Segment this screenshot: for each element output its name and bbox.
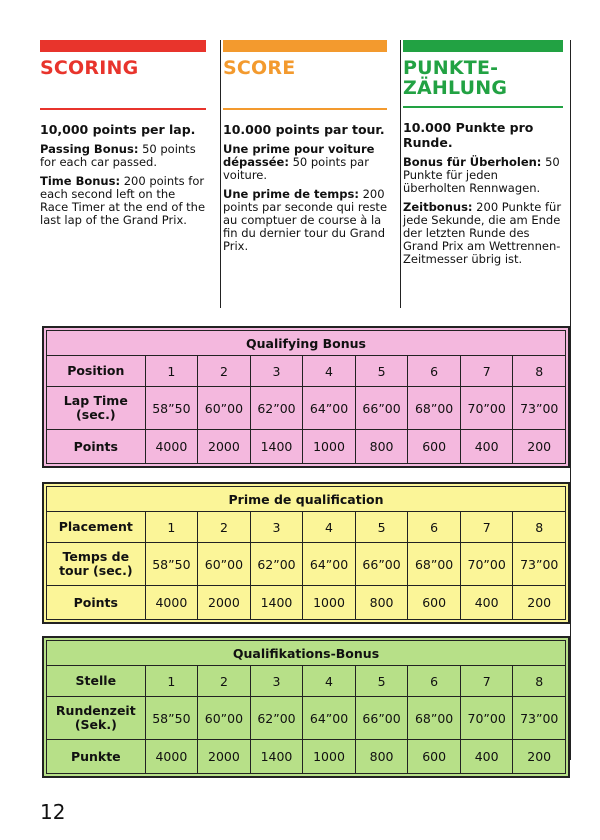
points-cell: 400 [460,586,513,620]
points-cell: 2000 [198,586,251,620]
heading-rule [403,106,563,108]
points-cell: 800 [355,586,408,620]
points-cell: 1400 [250,430,303,464]
position-cell: 2 [198,666,251,697]
lap-time-cell: 60”00 [198,697,251,740]
table-row [47,740,566,774]
position-cell: 6 [408,666,461,697]
position-cell: 2 [198,356,251,387]
points-cell: 800 [355,740,408,774]
table-row [47,430,566,464]
qualifying-bonus-table-german [42,636,570,778]
lap-time-cell: 70”00 [460,387,513,430]
points-cell: 200 [513,740,566,774]
lap-time-cell: 73”00 [513,387,566,430]
column-heading [403,58,563,98]
position-row-label: Stelle [47,666,146,697]
lap-time-cell: 62”00 [250,697,303,740]
table-row [47,356,566,387]
time-bonus-text: Une prime de temps: 200 points par seconde qui reste au comptuer de course à la fin du dernier tour du Grand Prix. [223,187,388,253]
scoring-column-french [220,40,387,308]
table-row [47,586,566,620]
heading-line-1: PUNKTE- [403,57,499,79]
position-cell: 8 [513,356,566,387]
points-cell: 1400 [250,586,303,620]
points-cell: 600 [408,430,461,464]
passing-bonus-text: Bonus für Überholen: 50 Punkte für jeden überholten Rennwagen. [403,155,560,195]
page-number: 12 [40,800,66,824]
table-row [47,697,566,740]
column-heading: SCORE [223,57,296,79]
lap-time-cell: 66”00 [355,387,408,430]
position-cell: 7 [460,512,513,543]
points-cell: 800 [355,430,408,464]
lap-time-cell: 66”00 [355,543,408,586]
lap-time-cell: 58”50 [145,697,198,740]
lap-time-cell: 73”00 [513,697,566,740]
heading-rule [223,108,387,110]
qualifying-bonus-table-french [42,482,570,624]
lap-time-cell: 64”00 [303,697,356,740]
points-row-label: Points [47,586,146,620]
points-cell: 200 [513,430,566,464]
position-cell: 1 [145,666,198,697]
lap-points-text: 10,000 points per lap. [40,122,196,137]
points-cell: 400 [460,740,513,774]
lap-time-cell: 68”00 [408,387,461,430]
passing-bonus-text: Passing Bonus: 50 points for each car passed. [40,142,196,169]
orange-header-bar [223,40,387,52]
table-title: Qualifikations-Bonus [47,641,566,666]
points-cell: 1400 [250,740,303,774]
green-header-bar [403,40,563,52]
position-cell: 4 [303,356,356,387]
points-cell: 4000 [145,430,198,464]
points-row-label: Punkte [47,740,146,774]
table-row [47,666,566,697]
scoring-column-english [40,40,206,308]
table-title: Qualifying Bonus [47,331,566,356]
lap-time-cell: 64”00 [303,543,356,586]
position-cell: 5 [355,356,408,387]
points-cell: 600 [408,740,461,774]
heading-line-2: ZÄHLUNG [403,77,508,99]
passing-bonus-text: Une prime pour voiture dépassée: 50 points par voiture. [223,142,375,182]
heading-rule [40,108,206,110]
position-cell: 6 [408,356,461,387]
lap-time-cell: 62”00 [250,543,303,586]
position-cell: 7 [460,356,513,387]
position-cell: 3 [250,356,303,387]
table-row [47,512,566,543]
position-cell: 3 [250,666,303,697]
bonus-table [46,330,566,464]
points-row-label: Points [47,430,146,464]
time-bonus-text: Zeitbonus: 200 Punkte für jede Sekunde, die am Ende der letzten Runde des Grand Prix am Wettrennen-Zeitmesser übrig ist. [403,200,562,266]
lap-time-cell: 68”00 [408,543,461,586]
scoring-column-german [400,40,563,308]
lap-time-cell: 60”00 [198,543,251,586]
lap-time-cell: 68”00 [408,697,461,740]
points-cell: 2000 [198,740,251,774]
points-cell: 1000 [303,740,356,774]
position-cell: 1 [145,512,198,543]
column-heading: SCORING [40,57,139,79]
position-row-label: Placement [47,512,146,543]
points-cell: 4000 [145,586,198,620]
position-cell: 1 [145,356,198,387]
points-cell: 200 [513,586,566,620]
lap-time-cell: 60”00 [198,387,251,430]
lap-points-text: 10.000 points par tour. [223,122,385,137]
position-cell: 6 [408,512,461,543]
position-cell: 8 [513,512,566,543]
points-cell: 2000 [198,430,251,464]
points-cell: 4000 [145,740,198,774]
position-cell: 7 [460,666,513,697]
time-bonus-text: Time Bonus: 200 points for each second left on the Race Timer at the end of the last lap of the Grand Prix. [40,174,206,227]
lap-time-cell: 73”00 [513,543,566,586]
points-cell: 1000 [303,430,356,464]
lap-time-cell: 70”00 [460,543,513,586]
points-cell: 600 [408,586,461,620]
position-cell: 3 [250,512,303,543]
points-cell: 400 [460,430,513,464]
bonus-table [46,640,566,774]
position-cell: 4 [303,666,356,697]
page-right-rule [570,40,571,760]
position-cell: 2 [198,512,251,543]
lap-time-cell: 64”00 [303,387,356,430]
lap-points-text: 10.000 Punkte pro Runde. [403,120,534,150]
position-cell: 5 [355,666,408,697]
position-cell: 4 [303,512,356,543]
time-row-label: Rundenzeit (Sek.) [47,697,146,740]
table-row [47,387,566,430]
lap-time-cell: 58”50 [145,387,198,430]
lap-time-cell: 66”00 [355,697,408,740]
position-cell: 5 [355,512,408,543]
time-row-label: Lap Time (sec.) [47,387,146,430]
table-row [47,543,566,586]
bonus-table [46,486,566,620]
qualifying-bonus-table-english [42,326,570,468]
red-header-bar [40,40,206,52]
lap-time-cell: 62”00 [250,387,303,430]
lap-time-cell: 70”00 [460,697,513,740]
table-title: Prime de qualification [47,487,566,512]
position-row-label: Position [47,356,146,387]
time-row-label: Temps de tour (sec.) [47,543,146,586]
points-cell: 1000 [303,586,356,620]
lap-time-cell: 58”50 [145,543,198,586]
position-cell: 8 [513,666,566,697]
